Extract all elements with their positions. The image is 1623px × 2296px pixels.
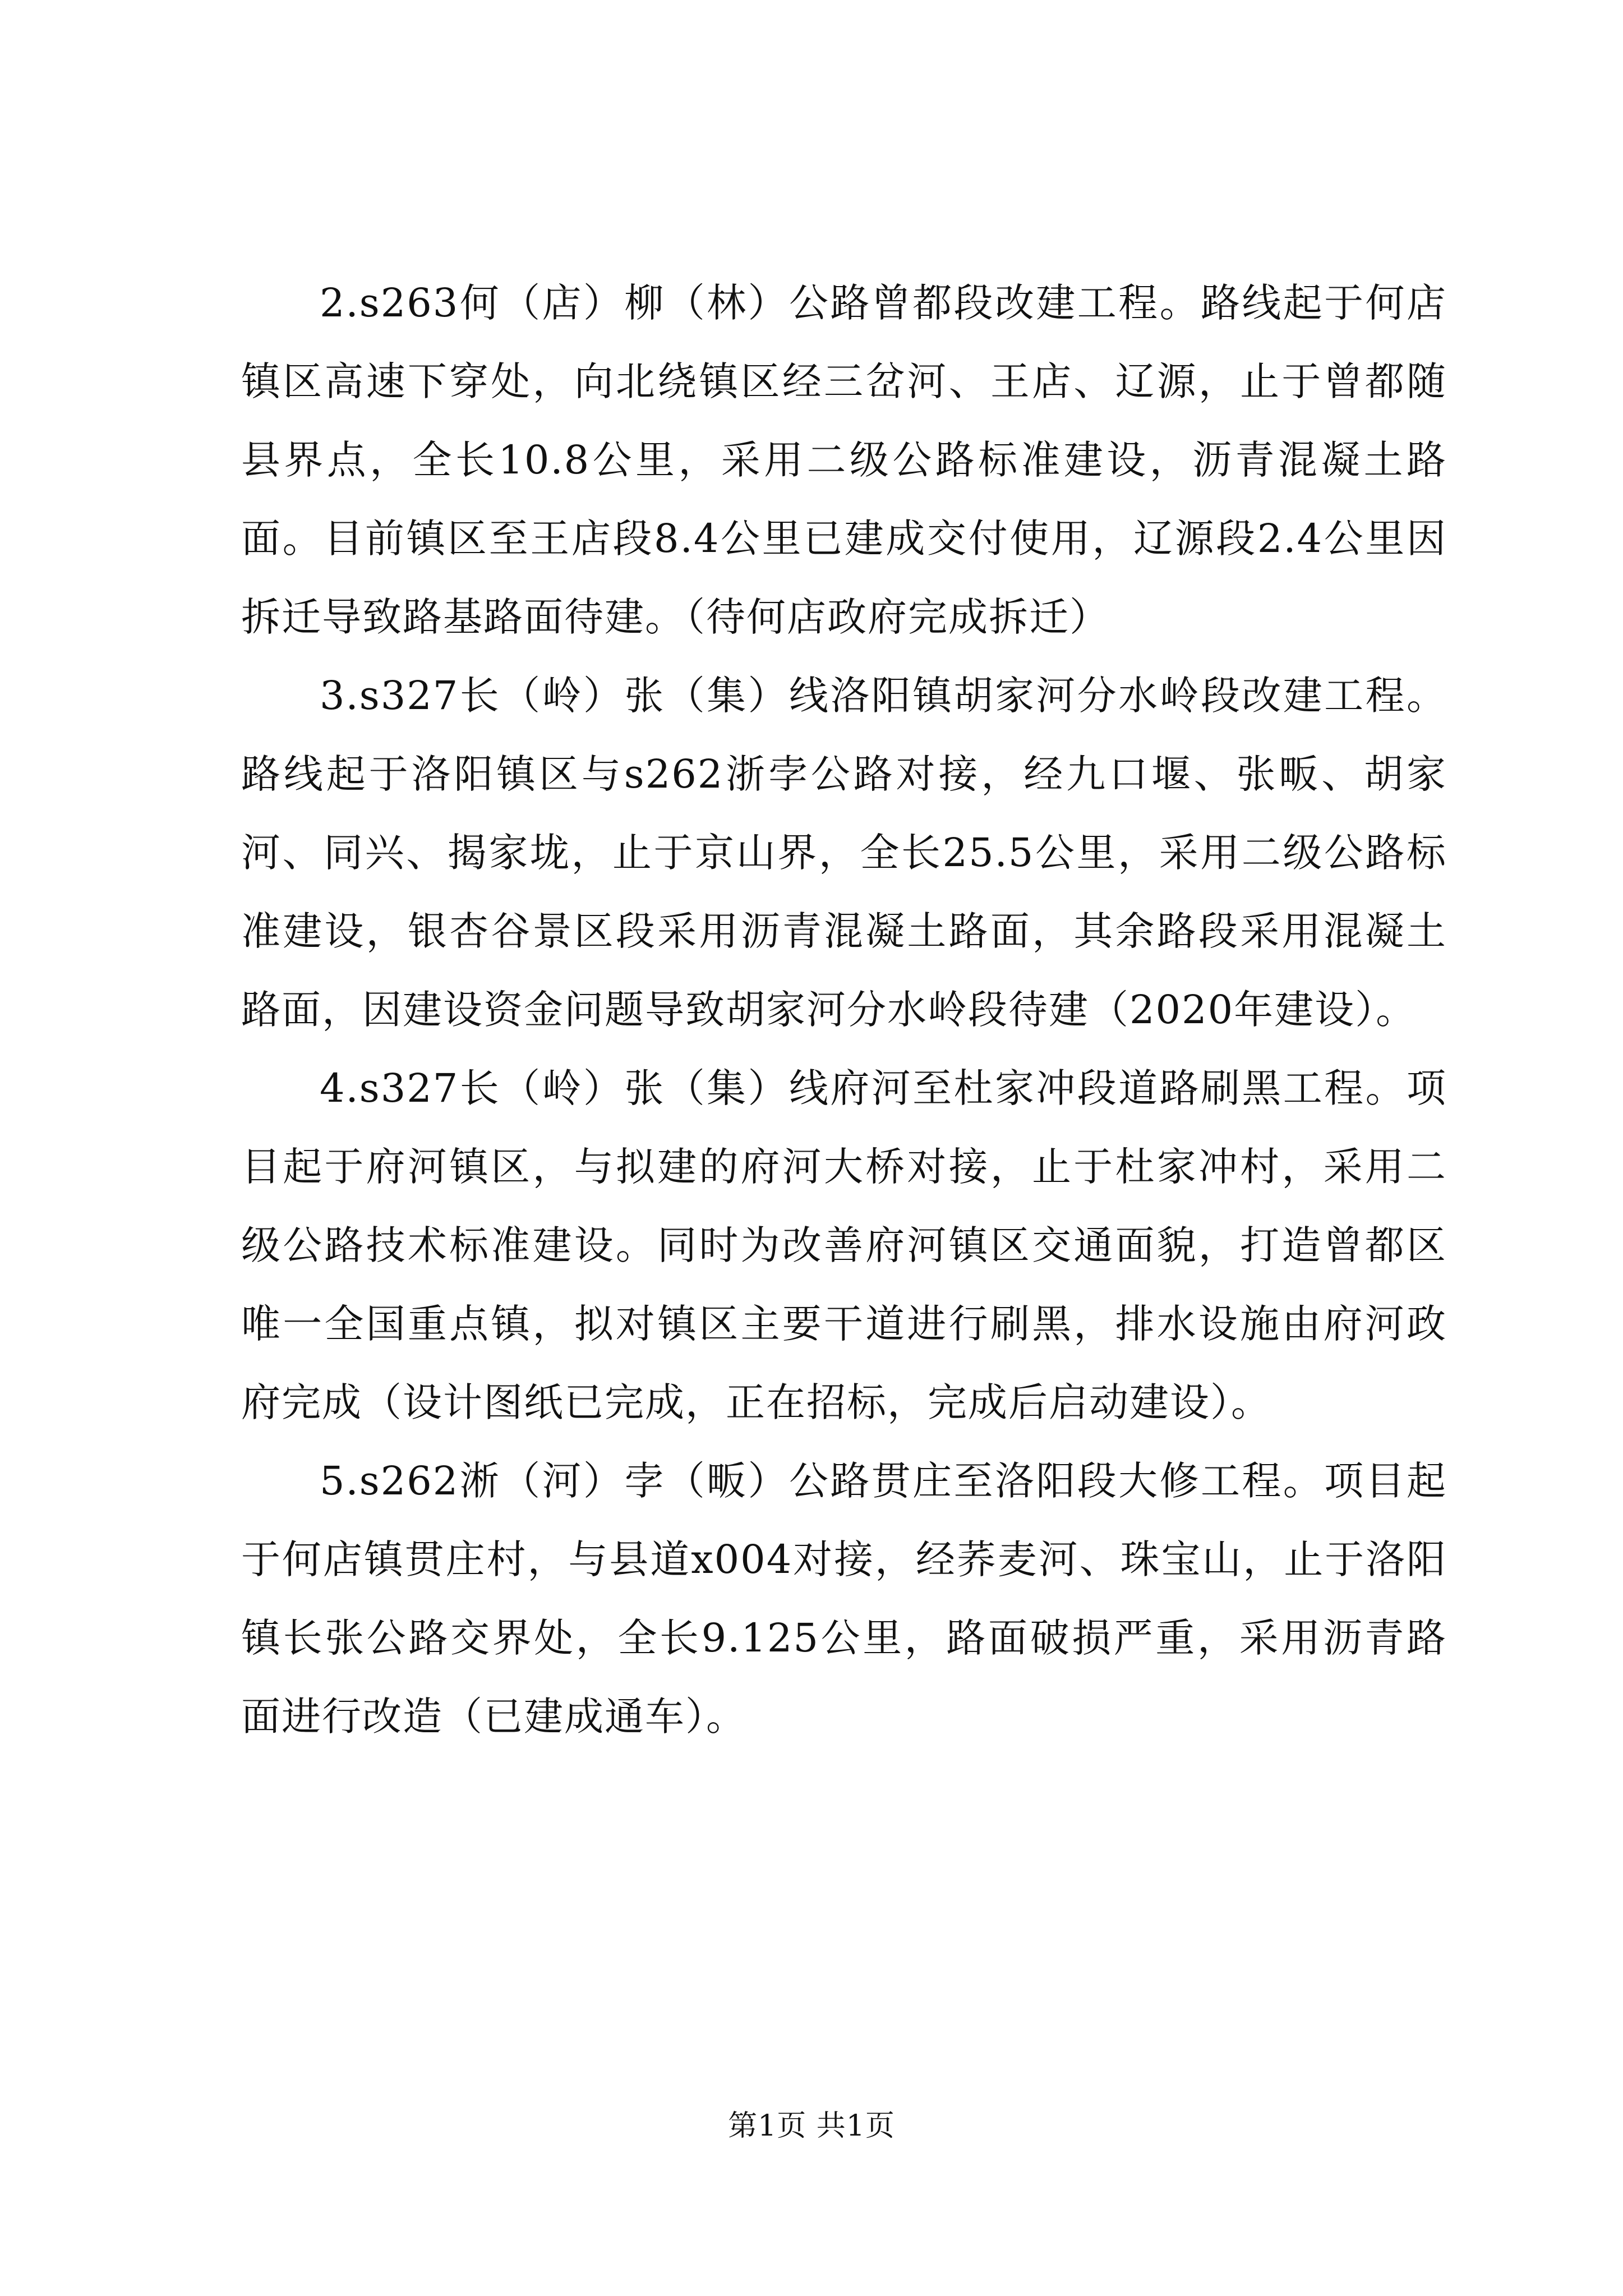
page-footer: 第1页 共1页 — [728, 2109, 895, 2143]
paragraph-item-4: 4.s327长（岭）张（集）线府河至杜家冲段道路刷黑工程。项目起于府河镇区，与拟建的府河大桥对接，止于杜家冲村，采用二级公路技术标准建设。同时为改善府河镇区交通面貌，打造曾都区唯一全国重点镇，拟对镇区主要干道进行刷黑，排水设施由府河政府完成（设计图纸已完成，正在招标，完成后启动建设）。 — [241, 1065, 1447, 1425]
paragraph-item-2: 2.s263何（店）柳（林）公路曾都段改建工程。路线起于何店镇区高速下穿处，向北绕镇区经三岔河、王店、辽源，止于曾都随县界点，全长10.8公里，采用二级公路标准建设，沥青混凝土路面。目前镇区至王店段8.4公里已建成交付使用，辽源段2.4公里因拆迁导致路基路面待建。（待何店政府完成拆迁） — [241, 280, 1447, 640]
paragraph-item-3: 3.s327长（岭）张（集）线洛阳镇胡家河分水岭段改建工程。路线起于洛阳镇区与s262浙孛公路对接，经九口堰、张畈、胡家河、同兴、揭家垅，止于京山界，全长25.5公里，采用二级公路标准建设，银杏谷景区段采用沥青混凝土路面，其余路段采用混凝土路面，因建设资金问题导致胡家河分水岭段待建（2020年建设）。 — [241, 673, 1447, 1033]
paragraph-item-5: 5.s262淅（河）孛（畈）公路贯庄至洛阳段大修工程。项目起于何店镇贯庄村，与县道x004对接，经荞麦河、珠宝山，止于洛阳镇长张公路交界处，全长9.125公里，路面破损严重，采用沥青路面进行改造（已建成通车）。 — [241, 1458, 1447, 1740]
document-body — [241, 264, 1447, 1756]
